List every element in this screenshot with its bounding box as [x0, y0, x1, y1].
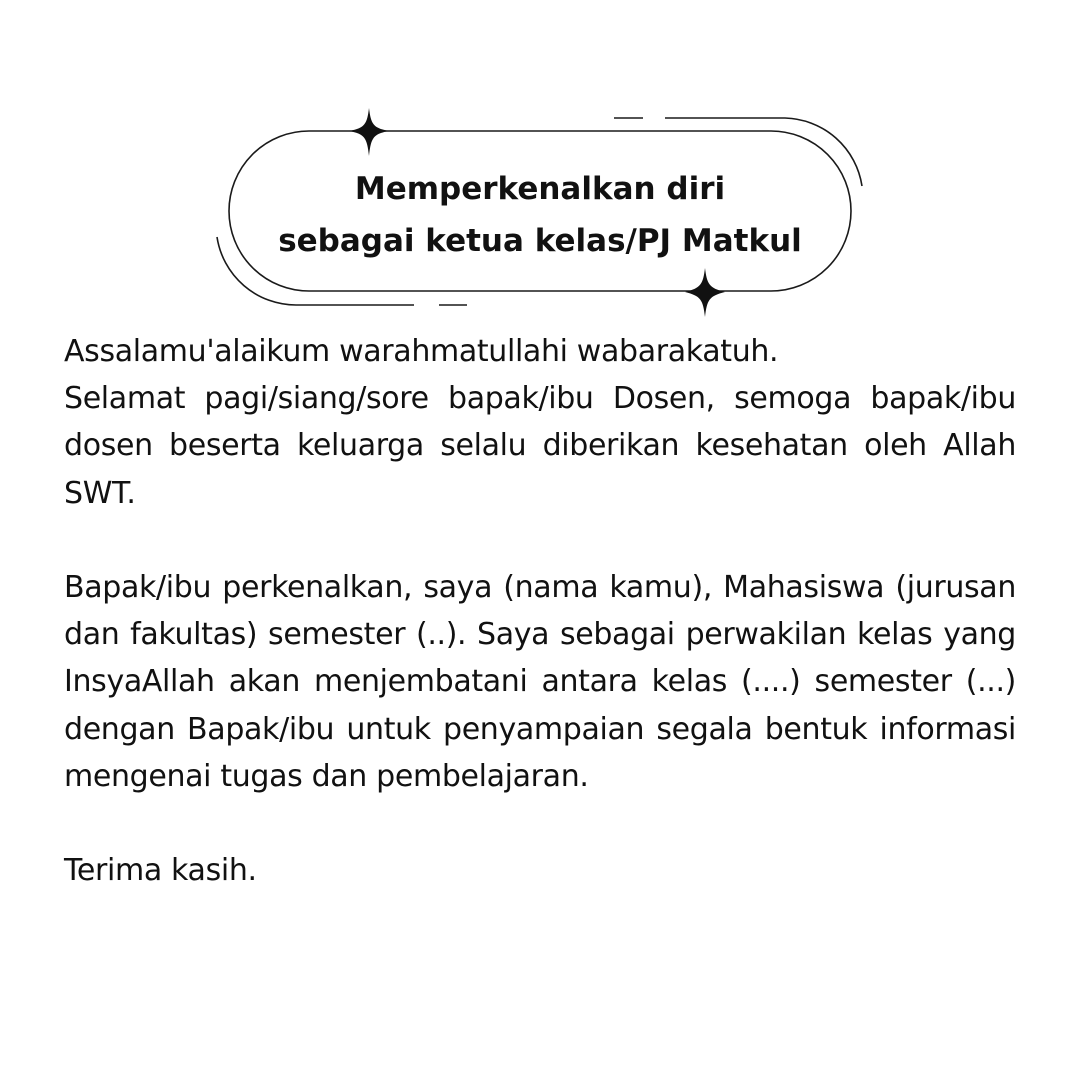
letter-body [64, 328, 1016, 894]
paragraph-spacer [64, 517, 1016, 564]
page-title [230, 163, 850, 267]
title-line-2: sebagai ketua kelas/PJ Matkul [278, 223, 802, 259]
wishes-paragraph: Selamat pagi/siang/sore bapak/ibu Dosen, semoga bapak/ibu dosen beserta keluarga selalu diberikan kesehatan oleh Allah SWT. [64, 381, 1016, 511]
sparkle-icon [349, 108, 389, 156]
closing-text: Terima kasih. [64, 853, 257, 889]
title-line-1: Memperkenalkan diri [354, 171, 726, 207]
greeting-text: Assalamu'alaikum warahmatullahi wabarakatuh. [64, 334, 779, 369]
sparkle-icon [685, 268, 725, 317]
paragraph-spacer [64, 800, 1016, 847]
title-frame [0, 0, 1080, 330]
introduction-paragraph: Bapak/ibu perkenalkan, saya (nama kamu), Mahasiswa (jurusan dan fakultas) semester (..). Saya sebagai perwakilan kelas yang InsyaAllah akan menjembatani antara kelas (....) semester (...) dengan Bapak/ibu untuk penyampaian segala bentuk informasi mengenai tugas dan pembelajaran. [64, 570, 1016, 794]
